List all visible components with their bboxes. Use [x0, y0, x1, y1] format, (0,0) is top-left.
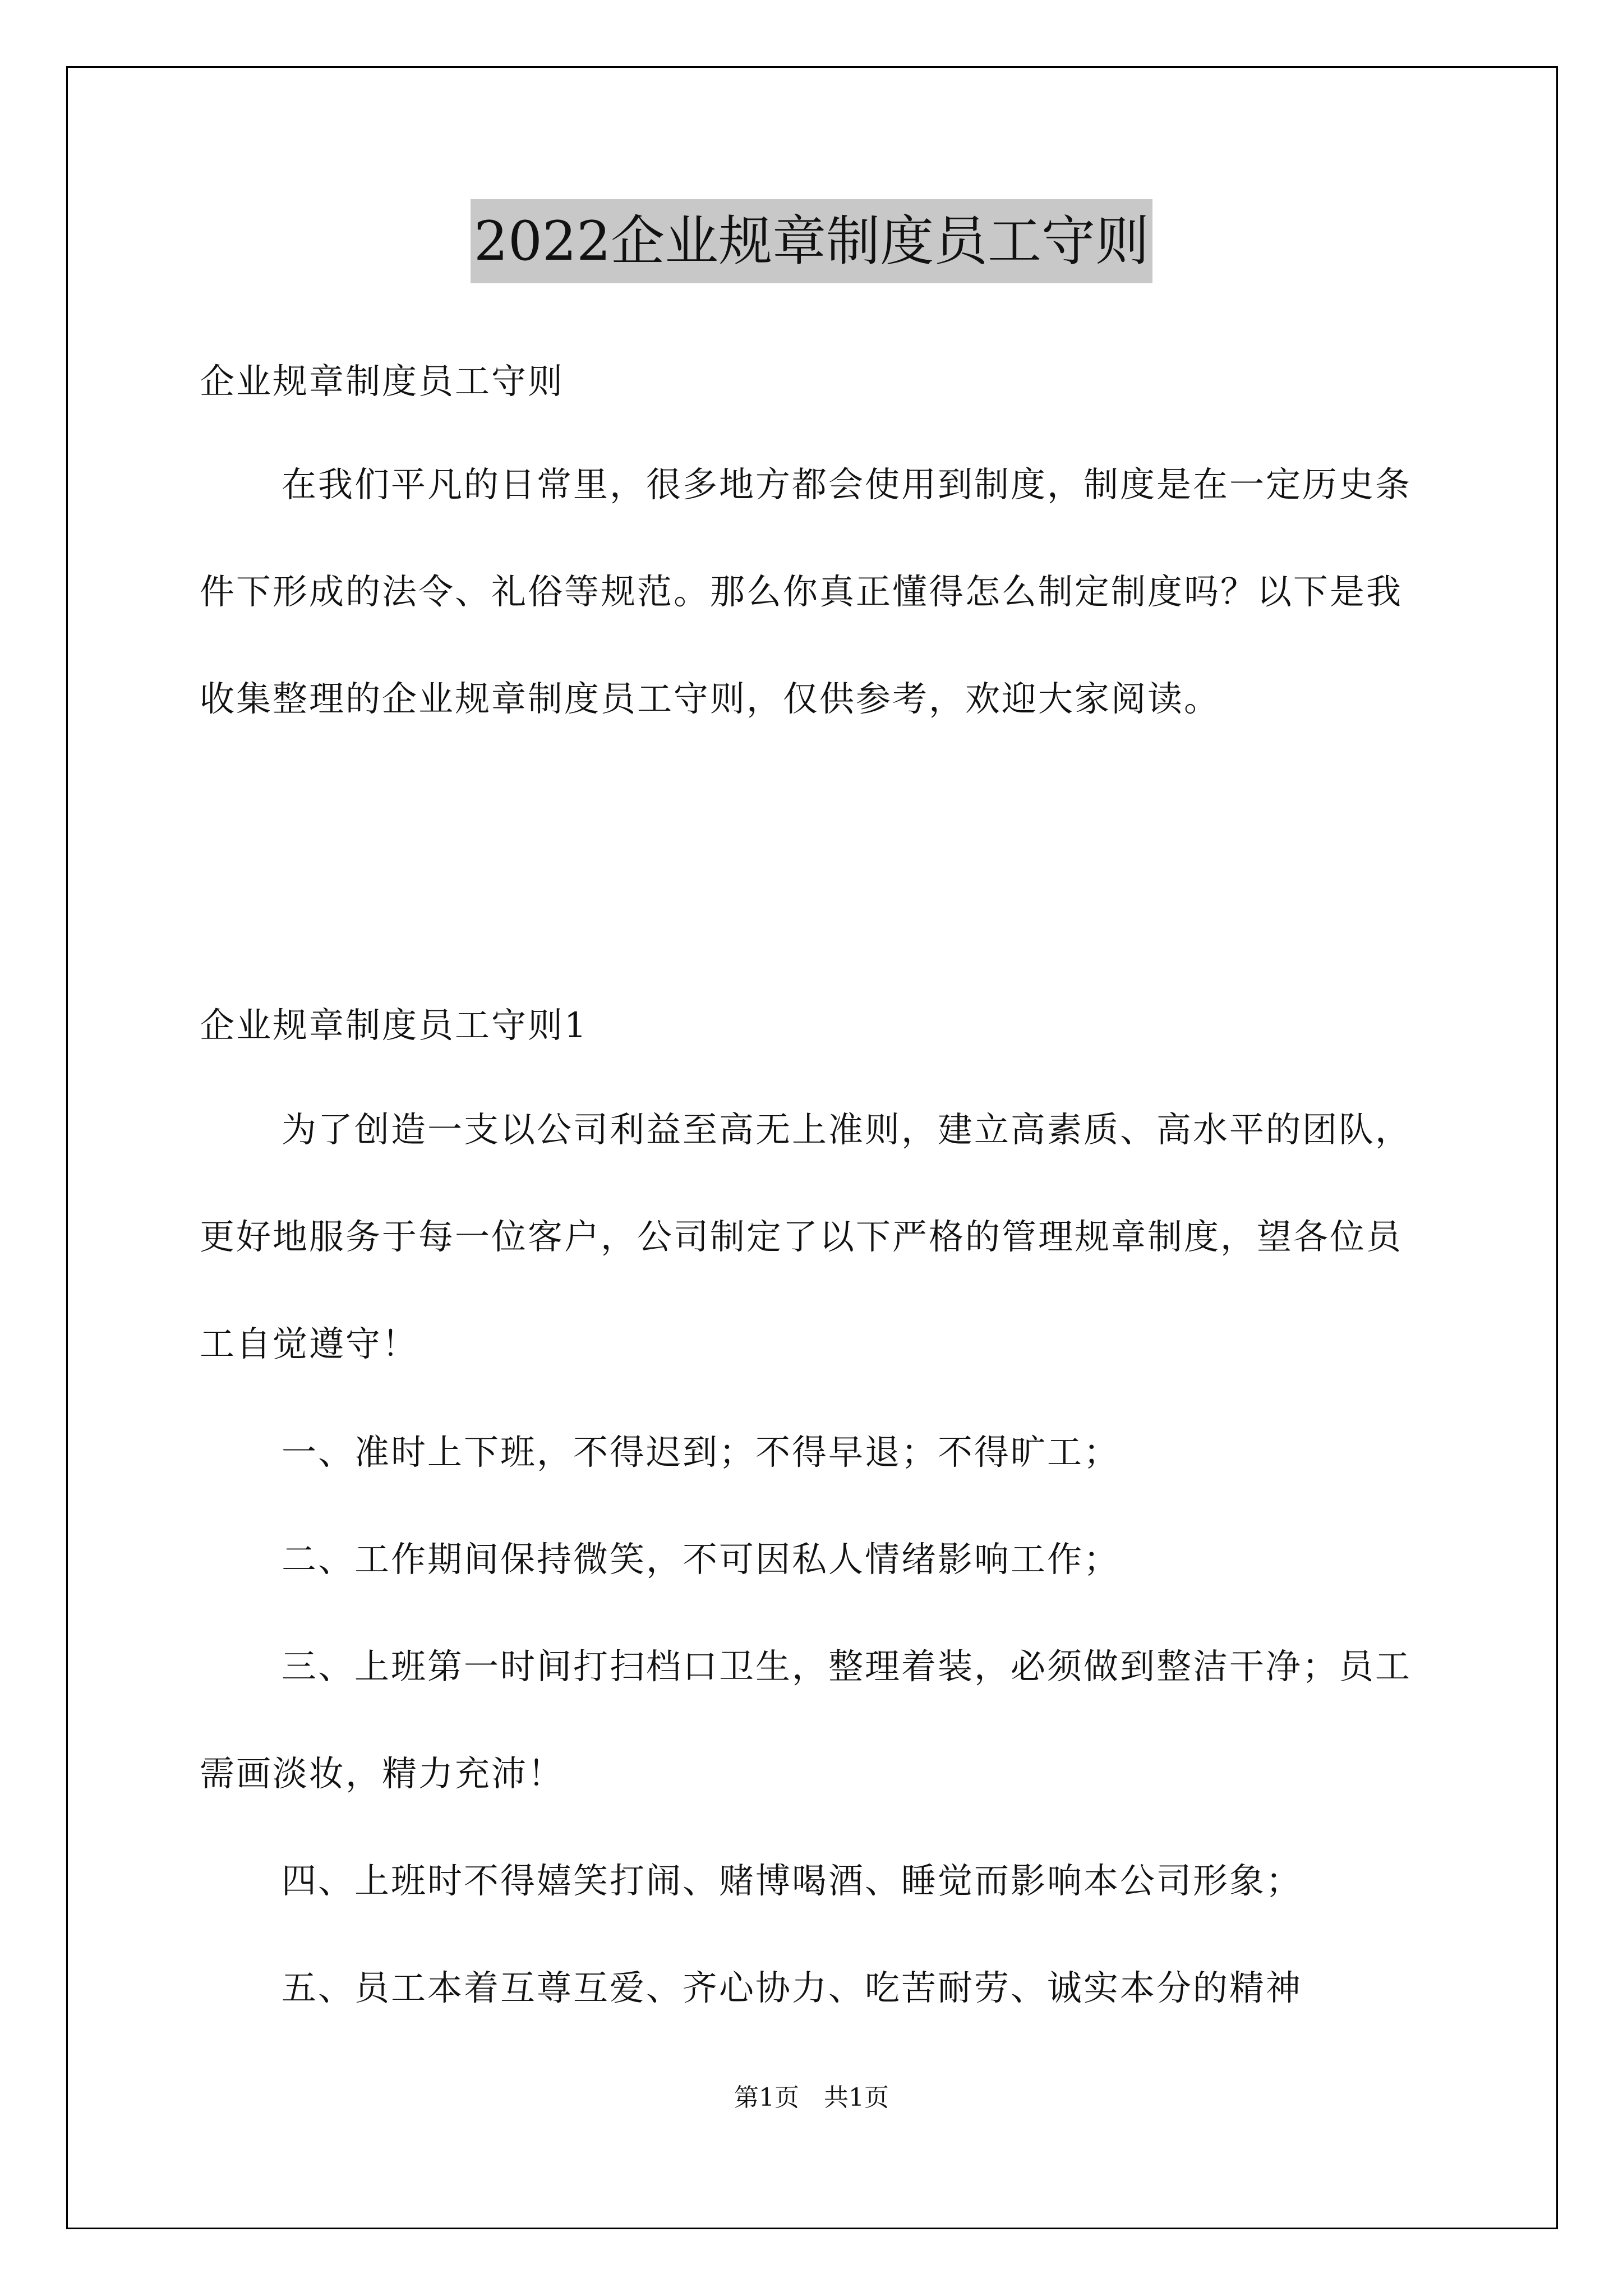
- intro-paragraph: 在我们平凡的日常里，很多地方都会使用到制度，制度是在一定历史条件下形成的法令、礼俗等规范。那么你真正懂得怎么制定制度吗？以下是我收集整理的企业规章制度员工守则，仅供参考，欢迎大家阅读。: [200, 464, 1412, 719]
- rule-item-4: 四、上班时不得嬉笑打闹、赌博喝酒、睡觉而影响本公司形象；: [282, 1860, 1303, 1901]
- section-intro-paragraph: 为了创造一支以公司利益至高无上准则，建立高素质、高水平的团队，更好地服务于每一位客户，公司制定了以下严格的管理规章制度，望各位员工自觉遵守！: [200, 1109, 1412, 1364]
- title-container: [0, 199, 1623, 283]
- rule-item-5: 五、员工本着互尊互爱、齐心协力、吃苦耐劳、诚实本分的精神: [282, 1967, 1303, 2008]
- section-heading: 企业规章制度员工守则1: [200, 1005, 588, 1046]
- page-footer: 第1页 共1页: [734, 2083, 889, 2112]
- rule-item-3: 三、上班第一时间打扫档口卫生，整理着装，必须做到整洁干净；员工需画淡妆，精力充沛！: [200, 1646, 1412, 1794]
- document-title: 2022企业规章制度员工守则: [471, 199, 1152, 283]
- document-subtitle: 企业规章制度员工守则: [200, 361, 565, 402]
- rule-item-2: 二、工作期间保持微笑，不可因私人情绪影响工作；: [282, 1539, 1121, 1580]
- rule-item-1: 一、准时上下班，不得迟到；不得早退；不得旷工；: [282, 1432, 1121, 1473]
